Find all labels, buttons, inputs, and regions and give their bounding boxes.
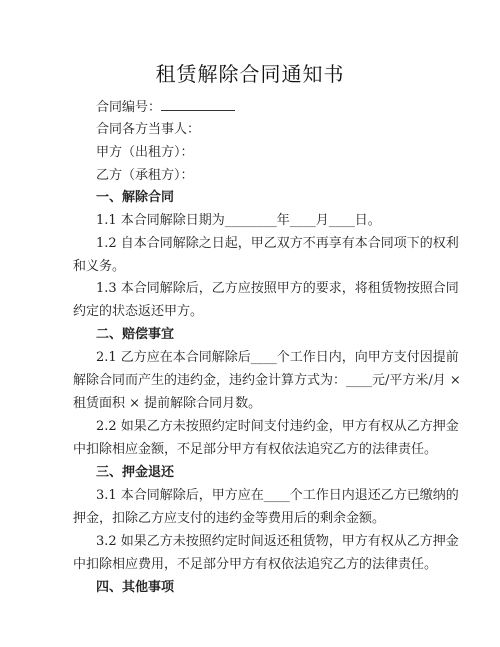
clause-line: 中扣除相应费用，不足部分甲方有权依法追究乙方的法律责任。 (73, 557, 438, 572)
clause-line: 押金，扣除乙方应支付的违约金等费用后的剩余金额。 (73, 511, 386, 526)
clause-line: 解除合同而产生的违约金，违约金计算方式为：____元/平方米/月 × (73, 373, 461, 388)
clause-line: 1.2 自本合同解除之日起，甲乙双方不再享有本合同项下的权利 (96, 236, 459, 251)
clause-line: 2.2 如果乙方未按照约定时间支付违约金，甲方有权从乙方押金 (96, 419, 459, 434)
section-heading-4: 四、其他事项 (96, 580, 175, 595)
clause-line: 约定的状态返还甲方。 (73, 304, 204, 319)
party-b-label: 乙方（承租方）： (96, 168, 194, 183)
clause-line: 3.1 本合同解除后，甲方应在____个工作日内退还乙方已缴纳的 (96, 488, 459, 503)
clause-line: 和义务。 (73, 259, 126, 274)
clause-line: 租赁面积 × 提前解除合同月数。 (73, 396, 262, 411)
document-title: 租赁解除合同通知书 (155, 62, 345, 86)
contract-number-blank (161, 98, 235, 111)
clause-line: 1.1 本合同解除日期为________年____月____日。 (96, 213, 381, 228)
section-heading-2: 二、赔偿事宜 (96, 327, 175, 342)
parties-label: 合同各方当事人： (96, 122, 201, 137)
clause-line: 3.2 如果乙方未按照约定时间返还租赁物，甲方有权从乙方押金 (96, 534, 459, 549)
clause-line: 1.3 本合同解除后，乙方应按照甲方的要求，将租赁物按照合同 (96, 281, 459, 296)
section-heading-1: 一、解除合同 (96, 190, 175, 205)
contract-number-row (96, 98, 235, 116)
clause-line: 2.1 乙方应在本合同解除后____个工作日内，向甲方支付因提前 (96, 350, 459, 365)
clause-line: 中扣除相应金额，不足部分甲方有权依法追究乙方的法律责任。 (73, 442, 438, 457)
party-a-label: 甲方（出租方）： (96, 145, 194, 160)
section-heading-3: 三、押金退还 (96, 465, 175, 480)
contract-number-label: 合同编号： (96, 100, 162, 115)
